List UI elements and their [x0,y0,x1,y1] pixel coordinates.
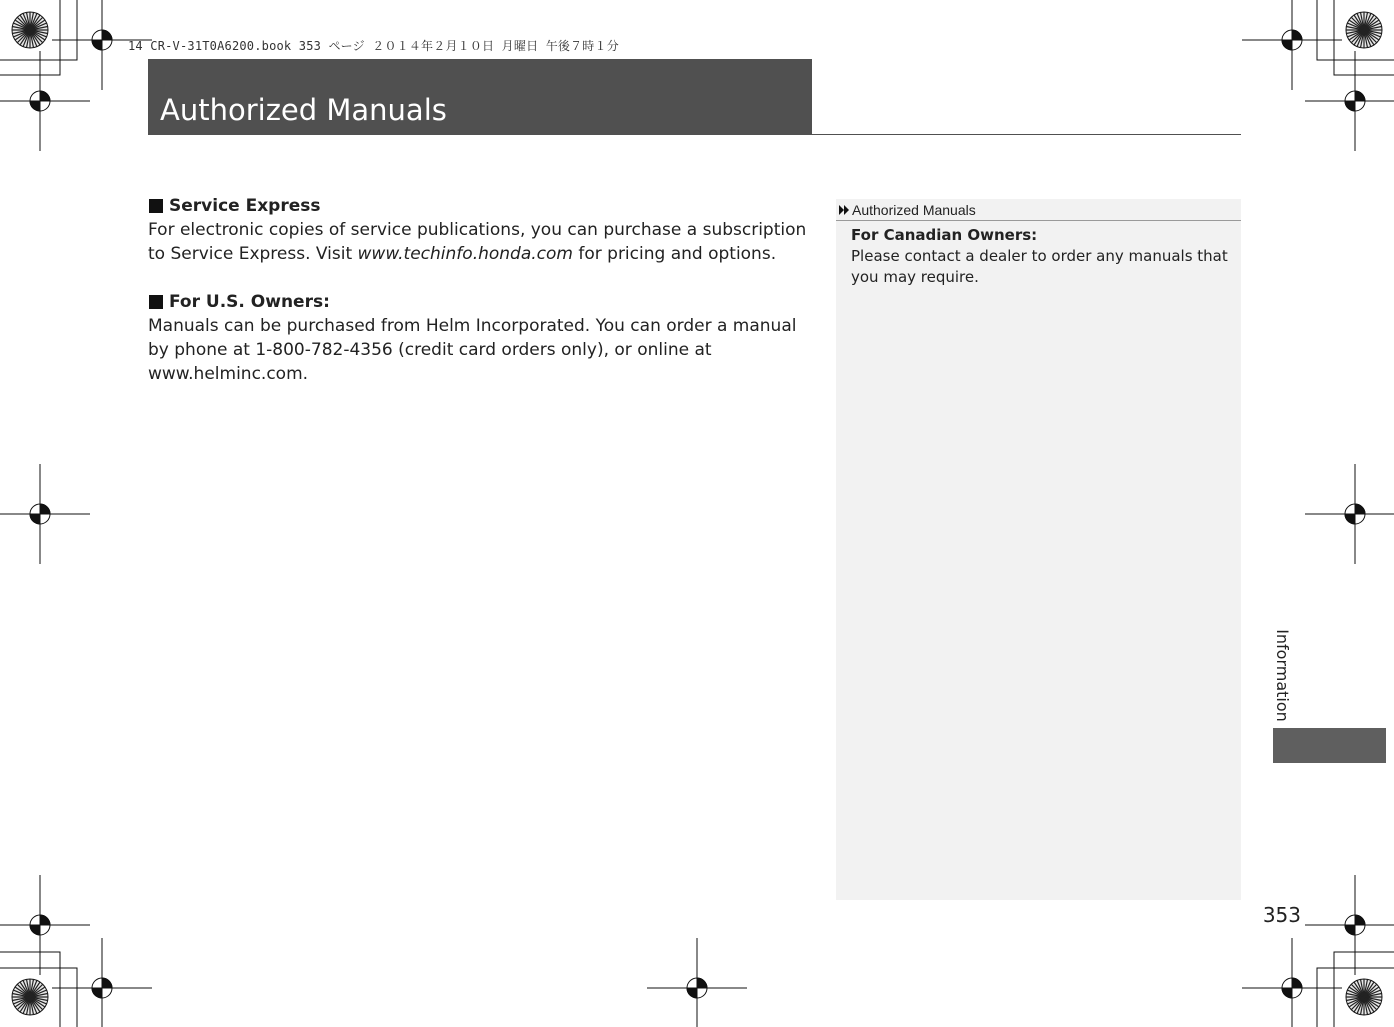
double-arrow-icon [838,204,850,216]
side-note-panel [836,199,1241,900]
section-body [148,218,818,266]
side-tab-block [1273,728,1386,763]
page-title: Authorized Manuals [160,93,447,127]
title-rule [812,134,1241,135]
section-heading [148,290,818,314]
url-link[interactable]: www.techinfo.honda.com [357,244,573,264]
body-text: for pricing and options. [572,244,777,264]
print-header: 14 CR-V-31T0A6200.book 353 ページ ２０１４年２月１０日 月曜日 午後７時１分 [128,39,619,53]
square-bullet-icon [149,295,163,309]
note-header [836,199,1241,221]
note-heading: Authorized Manuals [852,201,976,218]
note-body [851,225,1231,288]
side-tab-text: Information [1272,628,1292,722]
body-text: For electronic copies of service publications, you can purchase a subscription to Service Express. Visit [148,220,807,264]
note-subheading: For Canadian Owners: [851,226,1038,244]
section-heading [148,194,818,218]
section-heading-text: For U.S. Owners: [169,292,330,312]
section-us-owners [148,290,818,386]
side-tab-label [1262,628,1302,722]
section-body: Manuals can be purchased from Helm Incorporated. You can order a manual by phone at 1-800-782-4356 (credit card orders only), or online at www.helminc.com. [148,316,797,384]
page-number: 353 [1262,903,1301,927]
note-text: Please contact a dealer to order any manuals that you may require. [851,247,1228,286]
section-heading-text: Service Express [169,196,321,216]
section-service-express [148,194,818,266]
square-bullet-icon [149,199,163,213]
title-band [148,59,812,135]
